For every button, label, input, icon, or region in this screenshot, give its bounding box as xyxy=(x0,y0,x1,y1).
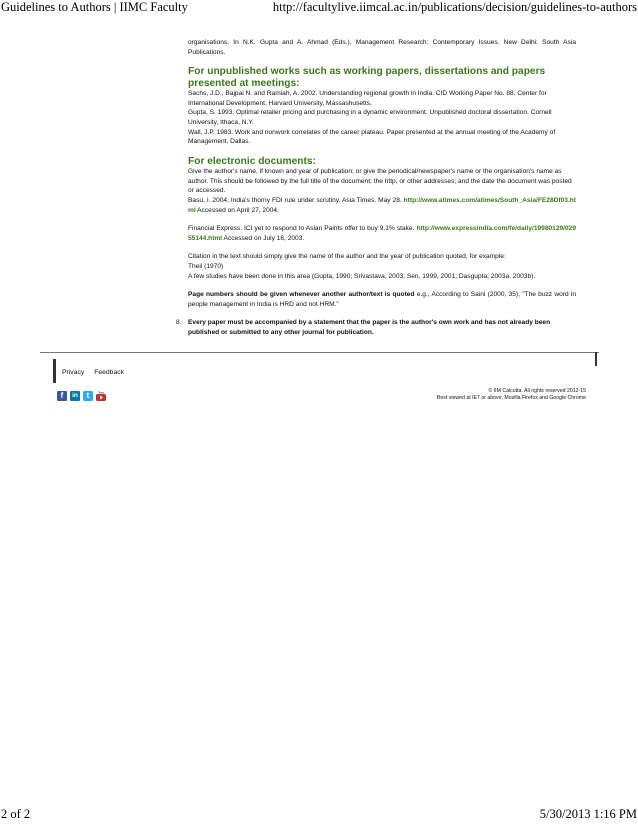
footer-divider xyxy=(40,352,599,353)
copyright-block xyxy=(437,388,586,402)
social-links xyxy=(57,391,109,402)
twitter-icon[interactable]: t xyxy=(83,391,93,401)
reference-continuation: organisations. In N.K. Gupta and A. Ahmad (Eds.), Management Research: Contemporary Issues. New Delhi: South Asia Publications. xyxy=(188,39,576,56)
print-footer xyxy=(0,808,638,822)
reference-fe-link[interactable]: http://www.expressindia.com/fe/daily/19980129/02955144.html xyxy=(188,225,576,242)
linkedin-icon[interactable]: in xyxy=(70,391,80,401)
citation-instruction: Citation in the text should simply give the name of the author and the year of publication quoted, for example: xyxy=(188,253,506,261)
footer-left-accent xyxy=(53,359,56,383)
feedback-link[interactable]: Feedback xyxy=(94,369,125,376)
reference-financial-express xyxy=(188,224,576,243)
youtube-icon-label: You xyxy=(98,391,104,395)
reference-fe-text: Financial Express. ICI yet to respond to Asian Paints offer to buy 9.1% stake. xyxy=(188,225,417,233)
unpublished-works-heading: For unpublished works such as working papers, dissertations and papers presented at meetings: xyxy=(188,66,546,89)
browser-note: Best viewed at IE7 or above, Mozilla Firefox and Google Chrome xyxy=(436,395,586,401)
page-numbers-rule xyxy=(188,290,576,309)
page-numbers-rule-bold: Page numbers should be given whenever another author/text is quoted xyxy=(188,291,415,299)
footer-right-accent xyxy=(595,352,597,366)
print-page-title: Guidelines to Authors | IIMC Faculty xyxy=(1,0,188,14)
reference-basu-link[interactable]: http://www.atimes.com/atimes/South_Asia/FE28Df03.html xyxy=(188,197,576,214)
guideline-item-8-number: 8. xyxy=(176,319,182,327)
reference-gupta: Gupta, S. 1993. Optimal retailer pricing and purchasing in a dynamic environment. Unpublished doctoral dissertation. Cornell University, Ithaca, N.Y. xyxy=(188,109,552,126)
reference-basu-accessed: Accessed on April 27, 2004. xyxy=(195,206,279,214)
print-page-url: http://facultylive.iimcal.ac.in/publications/decision/guidelines-to-authors xyxy=(272,0,637,14)
citation-example-1: Theil (1970) xyxy=(188,263,224,270)
reference-wall: Wall, J.P. 1983. Work and nonwork correlates of the career plateau. Paper presented at the annual meeting of the Academy of Management, Dallas. xyxy=(188,128,556,146)
article-body xyxy=(176,38,576,338)
citation-example-2: A few studies have been done in this area (Gupta, 1990; Srivastava, 2003; Sen, 1999, 2001; Dasgupta, 2003a, 2003b). xyxy=(188,272,536,280)
reference-basu-text: Basu, I. 2004. India's thorny FDI rule under scrutiny. Asia Times. May 28. xyxy=(188,197,404,205)
print-header xyxy=(0,0,638,14)
guideline-item-8-text: Every paper must be accompanied by a statement that the paper is the author's own work and has not already been published or submitted to any other journal for publication. xyxy=(188,319,551,336)
facebook-icon[interactable]: f xyxy=(57,391,67,401)
copyright-text: © IIM Calcutta. All rights reserved 2012-15 xyxy=(488,388,586,394)
privacy-link[interactable]: Privacy xyxy=(62,369,85,376)
reference-fe-accessed: Accessed on July 16, 2003. xyxy=(222,234,305,242)
electronic-description: Give the author's name, if known and year of publication; or give the periodical/newspaper's name or the organisation's name as author. This should be followed by the full title of the document; the http, or other addresses; and the date the document was posted or accessed. xyxy=(188,168,572,195)
print-datetime: 5/30/2013 1:16 PM xyxy=(539,807,637,821)
footer-links xyxy=(62,369,132,376)
electronic-documents-heading: For electronic documents: xyxy=(188,155,316,167)
reference-sachs: Sachs, J.D., Bajpai N. and Ramiah, A. 2002. Understanding regional growth in India. CID Working Paper No. 88. Center for International Development, Harvard University, Massashusetts. xyxy=(188,90,547,107)
youtube-icon[interactable] xyxy=(96,391,106,401)
guideline-item-8 xyxy=(176,318,576,337)
print-page-number: 2 of 2 xyxy=(1,807,31,821)
page-numbers-rule-example: e.g., According to Saini (2000, 35), "The buzz word in people management in India is HRD and not HRM." xyxy=(188,291,576,308)
reference-basu xyxy=(188,196,576,215)
